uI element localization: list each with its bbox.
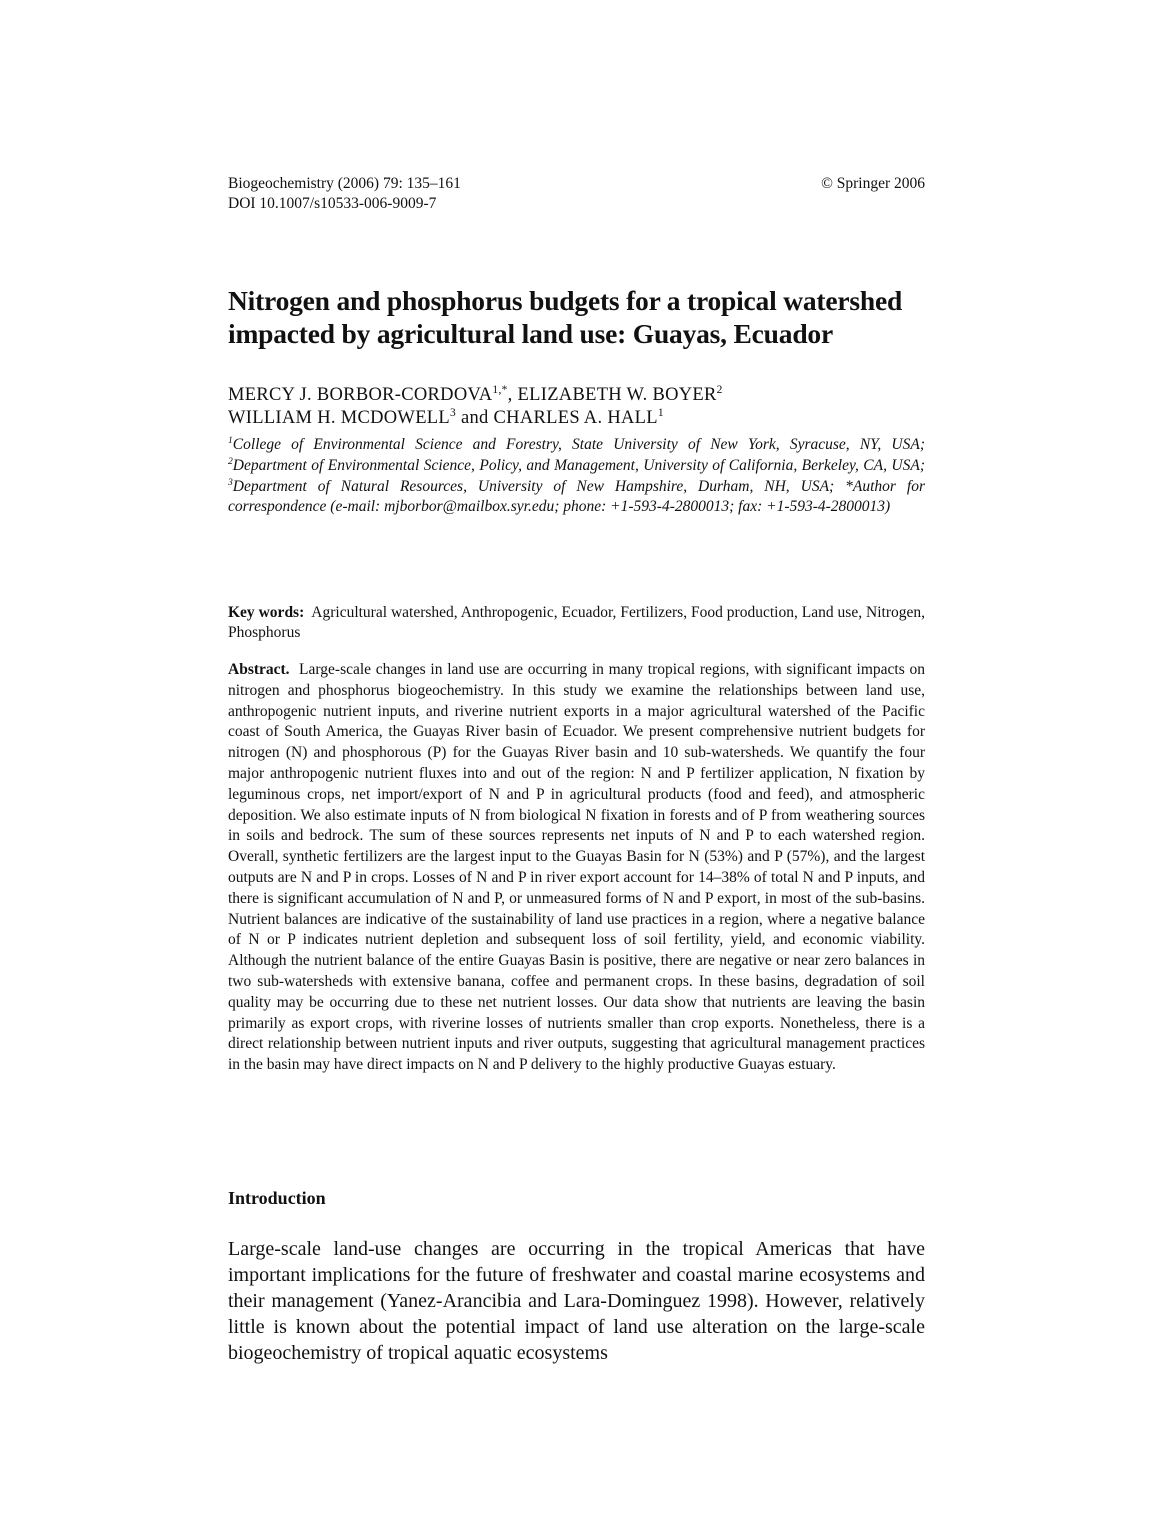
author-list [228, 384, 925, 430]
abstract-label: Abstract. [228, 661, 290, 678]
paper-title: Nitrogen and phosphorus budgets for a tropical watershed impacted by agricultural land use: Guayas, Ecuador [228, 285, 903, 349]
author-affiliation-mark: 3 [450, 406, 457, 419]
author-separator: , [507, 385, 518, 405]
journal-citation: Biogeochemistry (2006) 79: 135–161 [228, 175, 461, 192]
author-affiliation-mark: 1,* [492, 383, 508, 396]
affiliations: $^1$College of Environmental Science and Forestry, State University of New York, Syracuse, NY, USA; $^2$Department of Environmental Science, Policy, and Management, University of California, Berkeley, CA, USA; $^3$Department of Natural Resources, University of New Hampshire, Durham, NH, USA; *Author for correspondence (e-mail: mjborbor@mailbox.syr.edu; phone: +1-593-4-2800013; fax: +1-593-4-2800013) [228, 434, 925, 516]
affiliation-1: College of Environmental Science and Forestry, State University of New York, Syracuse, NY, USA; [232, 436, 925, 453]
running-header [228, 174, 925, 214]
author-name: ELIZABETH W. BOYER [517, 385, 717, 405]
author-name: MERCY J. BORBOR-CORDOVA [228, 385, 493, 405]
author-name: CHARLES A. HALL [493, 408, 658, 428]
doi: DOI 10.1007/s10533-006-9009-7 [228, 195, 437, 212]
section-heading-introduction: Introduction [228, 1188, 326, 1208]
correspondence-note: *Author for correspondence (e-mail: mjborbor@mailbox.syr.edu; phone: +1-593-4-2800013; fax: +1-593-4-2800013) [228, 477, 925, 516]
author-separator: and [456, 408, 494, 428]
author-name: WILLIAM H. MCDOWELL [228, 408, 450, 428]
affiliation-3: Department of Natural Resources, University of New Hampshire, Durham, NH, USA; [232, 477, 846, 495]
keywords-text: Agricultural watershed, Anthropogenic, Ecuador, Fertilizers, Food production, Land use, Nitrogen, Phosphorus [228, 604, 925, 641]
author-affiliation-mark: 2 [716, 383, 723, 396]
author-affiliation-mark: 1 [657, 406, 664, 419]
keywords [228, 603, 925, 643]
affiliation-2: Department of Environmental Science, Policy, and Management, University of California, Berkeley, CA, USA; [232, 456, 925, 474]
keywords-label: Key words: [228, 604, 305, 621]
abstract-text: Large-scale changes in land use are occurring in many tropical regions, with significant impacts on nitrogen and phosphorus biogeochemistry. In this study we examine the relationships between land use, anthropogenic nutrient inputs, and riverine nutrient exports in a major agricultural watershed of the Pacific coast of South America, the Guayas River basin of Ecuador. We present comprehensive nutrient budgets for nitrogen (N) and phosphorous (P) for the Guayas River basin and 10 sub-watersheds. We quantify the four major anthropogenic nutrient fluxes into and out of the region: N and P fertilizer application, N fixation by leguminous crops, net import/export of N and P in agricultural products (food and feed), and atmospheric deposition. We also estimate inputs of N from biological N fixation in forests and of P from weathering sources in soils and bedrock. The sum of these sources represents net inputs of N and P to each watershed region. Overall, synthetic fertilizers are the largest input to the Guayas Basin for N (53%) and P (57%), and the largest outputs are N and P in crops. Losses of N and P in river export account for 14–38% of total N and P inputs, and there is significant accumulation of N and P, or unmeasured forms of N and P export, in most of the sub-basins. Nutrient balances are indicative of the sustainability of land use practices in a region, where a negative balance of N or P indicates nutrient depletion and subsequent loss of soil fertility, yield, and economic viability. Although the nutrient balance of the entire Guayas Basin is positive, there are negative or near zero balances in two sub-watersheds with extensive banana, coffee and permanent crops. In these basins, degradation of soil quality may be occurring due to these net nutrient losses. Our data show that nutrients are leaving the basin primarily as export crops, with riverine losses of nutrients smaller than crop exports. Nonetheless, there is a direct relationship between nutrient inputs and river outputs, suggesting that agricultural management practices in the basin may have direct impacts on N and P delivery to the highly productive Guayas estuary. [228, 661, 926, 1074]
copyright-notice: © Springer 2006 [821, 175, 925, 192]
introduction-paragraph: Large-scale land-use changes are occurring in the tropical Americas that have important implications for the future of freshwater and coastal marine ecosystems and their management (Yanez-Arancibia and Lara-Dominguez 1998). However, relatively little is known about the potential impact of land use alteration on the large-scale biogeochemistry of tropical aquatic ecosystems [228, 1238, 925, 1364]
abstract [228, 660, 925, 1076]
